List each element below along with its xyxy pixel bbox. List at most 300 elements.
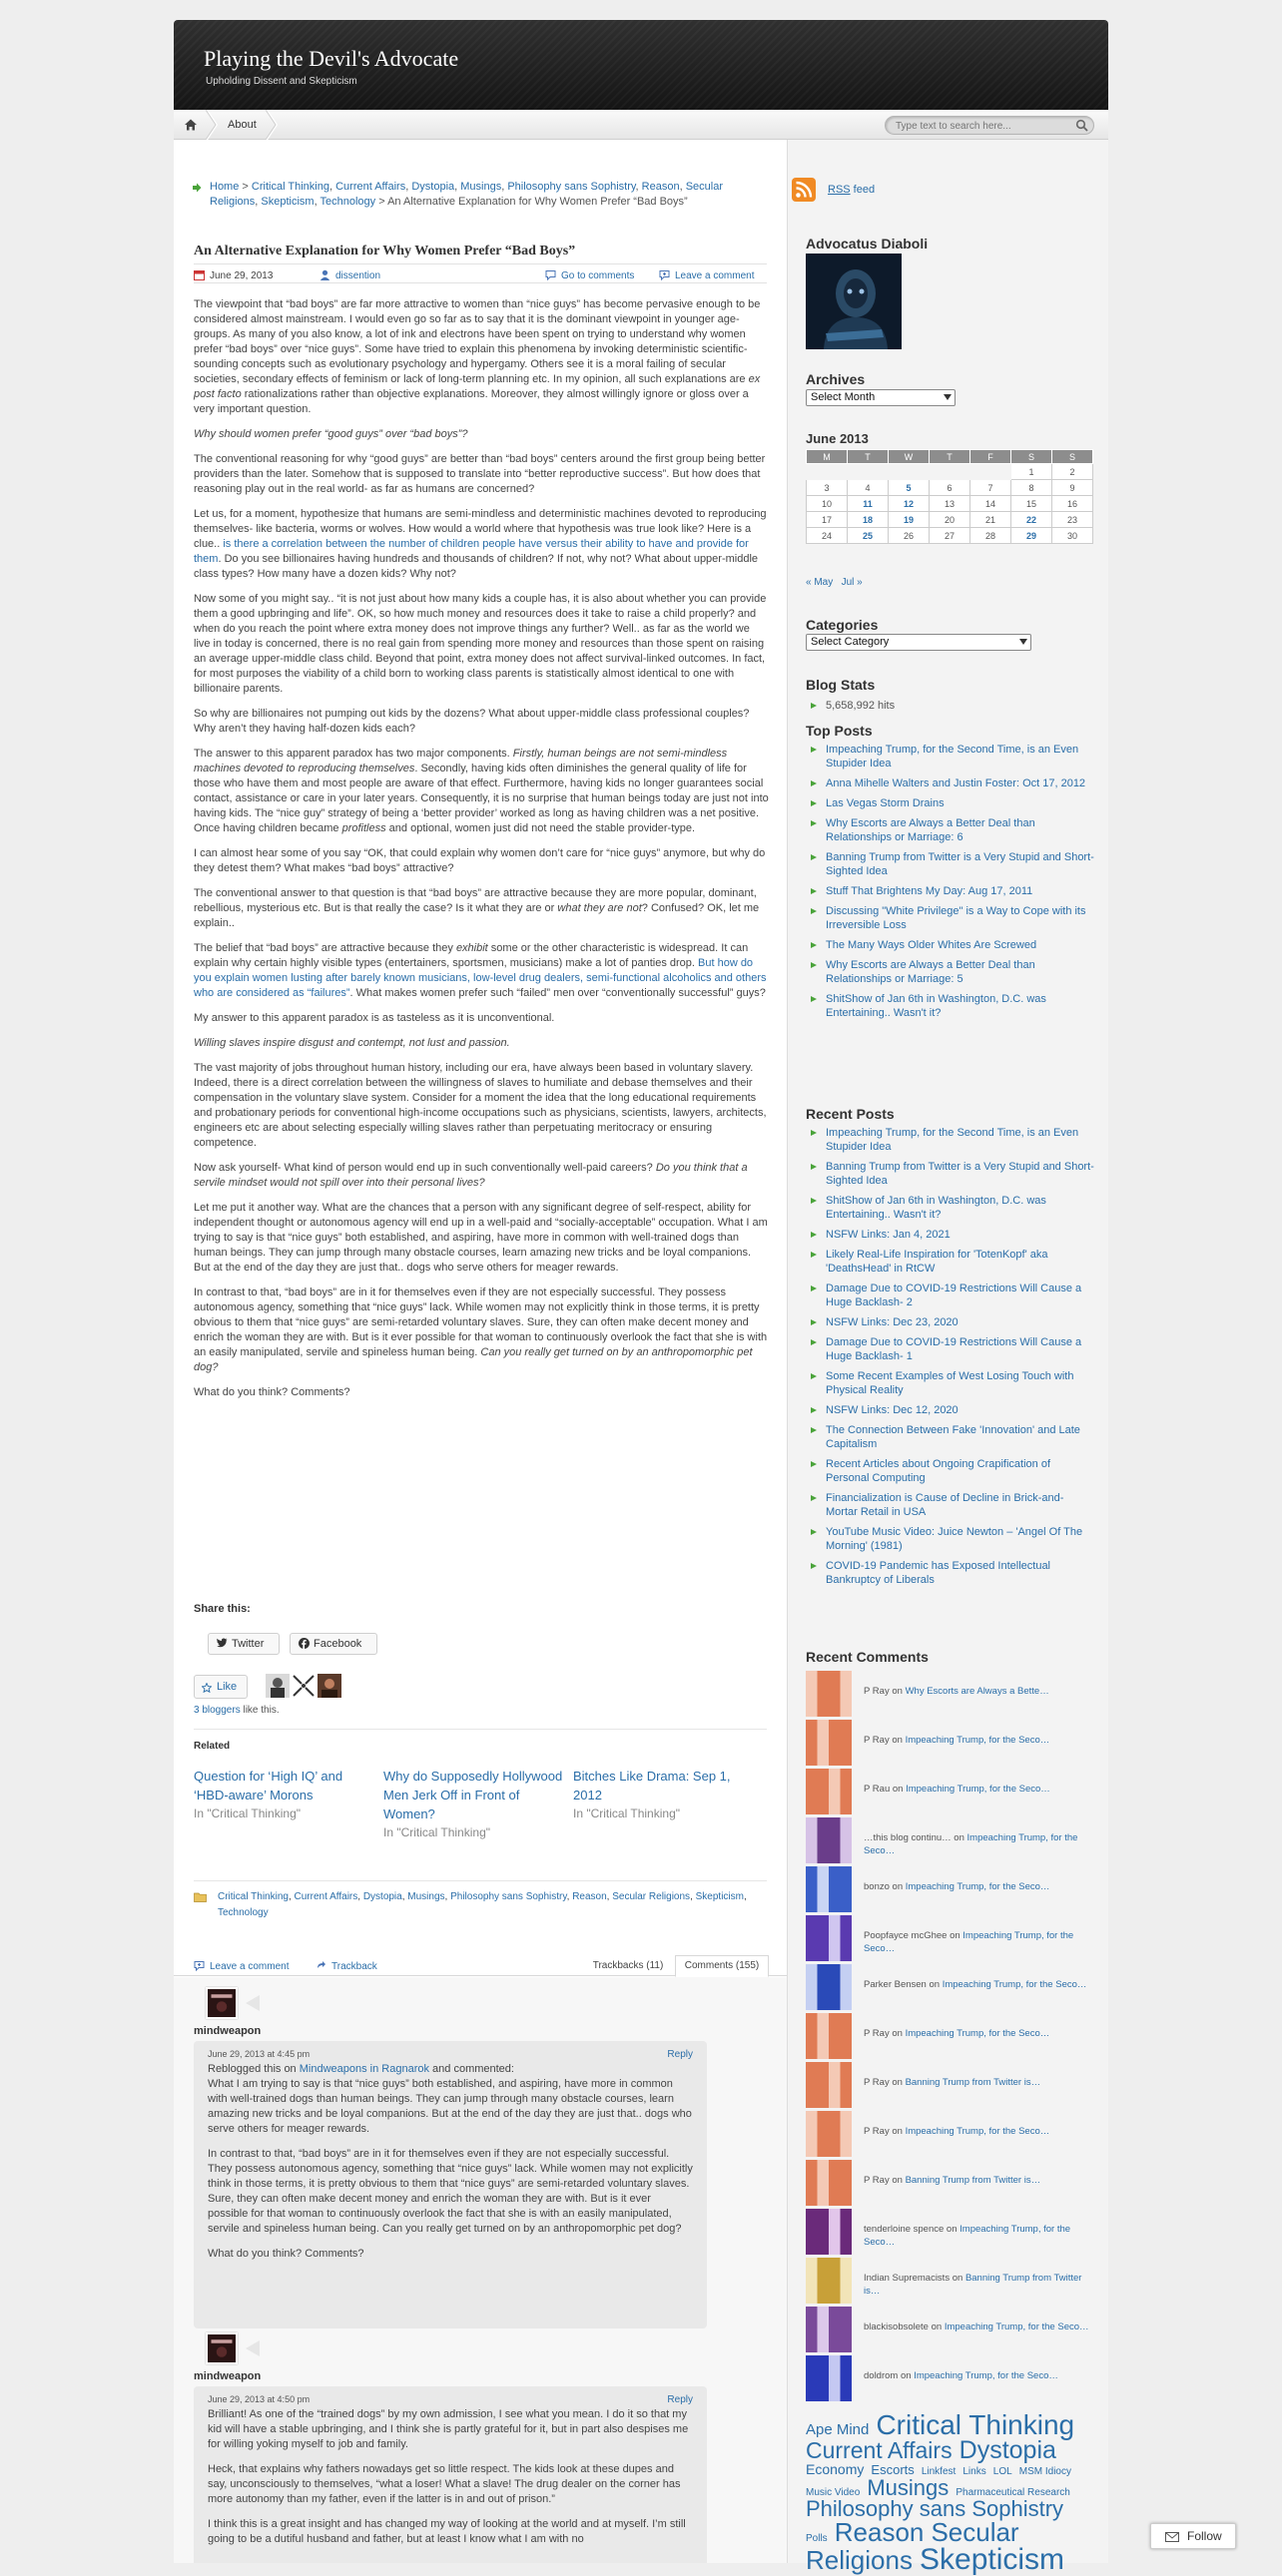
- goto-comments-link[interactable]: [545, 269, 634, 281]
- calendar-day[interactable]: 18: [848, 512, 889, 528]
- post-paragraph: Now ask yourself- What kind of person would end up in such conventionally well-paid careers? Do you think that a servile mindset would not spill over into their personal lives?: [194, 1162, 748, 1189]
- recent-comment-text: [864, 2320, 1095, 2333]
- calendar-day: 7: [970, 480, 1011, 496]
- liker-avatar[interactable]: [266, 1674, 290, 1698]
- recent-comment-author[interactable]: P Rau: [864, 1784, 891, 1795]
- post-meta: [194, 263, 767, 283]
- recent-comment-author[interactable]: blackisobsolete: [864, 2321, 929, 2332]
- post-paragraph: In contrast to that, “bad boys” are in it for themselves even if they are not especially successful. They possess autonomous agency, something that “nice guys” lack. While women may not explicitly think in those terms, it is pretty obvious to them that “nice guys” are semi-retarded voluntary slaves. Sure, they can often make decent money and enrich the woman they are with. But is it ever possible for that woman to continuously overlook the fact that she is with an easily manipulated, servile and spineless human being. Can you really get turned on by an anthropomorphic pet dog?: [194, 1287, 768, 1373]
- blog-stats-title: Blog Stats: [806, 677, 876, 693]
- calendar-day: 14: [970, 496, 1011, 512]
- avatar-widget-title: Advocatus Diaboli: [806, 236, 929, 252]
- goto-comments-text[interactable]: Go to comments: [561, 270, 635, 281]
- related-post-category: In "Critical Thinking": [573, 1806, 681, 1820]
- comment-avatar[interactable]: [206, 1987, 238, 2019]
- recent-comment-post-link[interactable]: Impeaching Trump, for the Seco…: [905, 1735, 1050, 1746]
- recent-comment-on: on: [889, 1735, 906, 1746]
- calendar-title: June 2013: [806, 431, 869, 446]
- tag-cloud-item[interactable]: Musings: [867, 2474, 950, 2500]
- post-tag[interactable]: Philosophy sans Sophistry: [450, 1891, 567, 1902]
- commenter-avatar[interactable]: [806, 2013, 852, 2059]
- recent-comment-author[interactable]: …this blog continu…: [864, 1832, 952, 1843]
- top-post-link[interactable]: Anna Mihelle Walters and Justin Foster: Oct 17, 2012: [806, 776, 1095, 790]
- tag-cloud-item[interactable]: Polls: [806, 2532, 828, 2544]
- trackback-button[interactable]: [316, 1960, 377, 1972]
- calendar-day[interactable]: 29: [1011, 528, 1052, 544]
- rss-icon[interactable]: [792, 178, 816, 202]
- breadcrumb-category[interactable]: Technology: [320, 196, 376, 208]
- tag-cloud-item[interactable]: Reason: [834, 2516, 925, 2547]
- post-author[interactable]: [320, 269, 380, 281]
- breadcrumb-separator: >: [378, 196, 385, 208]
- post-date-text: June 29, 2013: [210, 270, 274, 281]
- like-label[interactable]: Like: [217, 1681, 238, 1693]
- recent-comment-author[interactable]: P Ray: [864, 2028, 890, 2039]
- calendar-icon: [194, 269, 205, 280]
- calendar-empty-cell: [930, 464, 970, 480]
- facebook-share-label[interactable]: Facebook: [314, 1638, 362, 1650]
- recent-comment-post-link[interactable]: Why Escorts are Always a Bette…: [905, 1686, 1049, 1697]
- comment-add-icon: [659, 269, 670, 280]
- recent-comment-on: on: [951, 1832, 967, 1843]
- home-icon[interactable]: [184, 118, 198, 132]
- recent-comment-post-link[interactable]: Impeaching Trump, for the Seco…: [864, 1832, 1078, 1856]
- leave-comment-link[interactable]: [659, 269, 755, 281]
- breadcrumb-category[interactable]: Musings: [460, 181, 502, 193]
- recent-post-link[interactable]: Some Recent Examples of West Losing Touch with Physical Reality: [806, 1369, 1095, 1397]
- tag-cloud: [806, 2411, 1095, 2575]
- sidebar: [787, 140, 1108, 2576]
- tag-cloud-item[interactable]: Dystopia: [959, 2436, 1056, 2465]
- liker-avatar[interactable]: [318, 1674, 341, 1698]
- tag-cloud-item[interactable]: Linkfest: [921, 2465, 957, 2477]
- recent-post-link[interactable]: Damage Due to COVID-19 Restrictions Will Cause a Huge Backlash- 1: [806, 1335, 1095, 1363]
- recent-comment-post-link[interactable]: Impeaching Trump, for the Seco…: [905, 1881, 1050, 1892]
- calendar-empty-cell: [889, 464, 930, 480]
- post-paragraph: Willing slaves inspire disgust and contempt, not lust and passion.: [194, 1037, 510, 1049]
- recent-post-link[interactable]: Damage Due to COVID-19 Restrictions Will Cause a Huge Backlash- 2: [806, 1282, 1095, 1309]
- recent-comment: [806, 2062, 1095, 2108]
- calendar-day: 20: [930, 512, 970, 528]
- calendar-day: 1: [1011, 464, 1052, 480]
- commenter-avatar[interactable]: [806, 1915, 852, 1961]
- calendar-day[interactable]: 22: [1011, 512, 1052, 528]
- recent-post-link[interactable]: Banning Trump from Twitter is a Very Stupid and Short-Sighted Idea: [806, 1160, 1095, 1188]
- archives-dropdown-value: Select Month: [811, 391, 876, 403]
- share-title: Share this:: [194, 1603, 251, 1615]
- recent-comment: [806, 1671, 1095, 1717]
- calendar-empty-cell: [848, 464, 889, 480]
- follow-icon: [1165, 2532, 1179, 2542]
- post-tag[interactable]: Skepticism: [695, 1891, 744, 1902]
- trackback-icon: [316, 1960, 326, 1971]
- breadcrumb-current: An Alternative Explanation for Why Women Prefer “Bad Boys”: [387, 196, 688, 208]
- recent-comment-post-link[interactable]: Impeaching Trump, for the Seco…: [944, 2321, 1089, 2332]
- related-divider: [194, 1729, 767, 1730]
- recent-comment-text: [864, 1978, 1095, 1991]
- arrow-right-icon: [192, 183, 202, 193]
- recent-comment: [806, 1866, 1095, 1912]
- categories-title: Categories: [806, 617, 879, 633]
- twitter-icon: [217, 1638, 228, 1648]
- rss-feed-link[interactable]: [792, 178, 1091, 198]
- recent-comment-author[interactable]: P Ray: [864, 2077, 890, 2088]
- blog-stats-list: [806, 699, 1095, 719]
- recent-post-link[interactable]: NSFW Links: Dec 12, 2020: [806, 1403, 1095, 1417]
- twitter-share-button[interactable]: [208, 1633, 280, 1655]
- recent-comment-text: [864, 1685, 1095, 1698]
- post-paragraph: So why are billionaires not pumping out kids by the dozens? What about upper-middle class professional couples? Why aren’t they having half-dozen kids each?: [194, 708, 750, 735]
- rss-label[interactable]: RSS: [828, 184, 851, 196]
- recent-comment-post-link[interactable]: Impeaching Trump, for the Seco…: [864, 1930, 1074, 1954]
- recent-post-link[interactable]: Likely Real-Life Inspiration for 'TotenKopf' aka 'DeathsHead' in RtCW: [806, 1248, 1095, 1276]
- leave-comment-button[interactable]: [194, 1960, 290, 1972]
- related-title: Related: [194, 1741, 231, 1752]
- post-body: [194, 297, 769, 1410]
- tag-cloud-item[interactable]: MSM Idiocy: [1018, 2465, 1071, 2477]
- recent-comment-on: on: [889, 2077, 906, 2088]
- nav-bar: [174, 110, 1108, 140]
- twitter-share-label[interactable]: Twitter: [232, 1638, 265, 1650]
- archives-dropdown[interactable]: [806, 389, 956, 406]
- recent-comment-post-link[interactable]: Impeaching Trump, for the Seco…: [905, 2126, 1050, 2137]
- search-box: [885, 116, 1094, 135]
- related-post[interactable]: [383, 1767, 563, 1842]
- post-tag[interactable]: Current Affairs: [294, 1891, 358, 1902]
- recent-comment: [806, 1964, 1095, 2010]
- recent-comment-text: [864, 2125, 1095, 2138]
- commenter-avatar[interactable]: [806, 1866, 852, 1912]
- recent-comment-post-link[interactable]: Impeaching Trump, for the Seco…: [864, 2224, 1071, 2248]
- post-tag[interactable]: Reason: [572, 1891, 607, 1902]
- calendar-day-header: S: [1011, 450, 1052, 464]
- top-post-link[interactable]: Stuff That Brightens My Day: Aug 17, 2011: [806, 884, 1095, 898]
- comment-add-icon: [194, 1960, 205, 1971]
- breadcrumb-category[interactable]: Reason: [641, 181, 680, 193]
- commenter-avatar[interactable]: [806, 2209, 852, 2255]
- recent-comment-author[interactable]: bonzo: [864, 1881, 890, 1892]
- tab-comments[interactable]: Comments (155): [675, 1955, 769, 1977]
- recent-comment-on: on: [889, 2028, 906, 2039]
- comment-paragraph: I think this is a great insight and has changed my way of looking at the world and at myself. I’m still going to be a dutiful husband and father, but at least I know what I am with no: [208, 2518, 686, 2545]
- comment-toolbar: [174, 1956, 787, 1976]
- facebook-share-button[interactable]: [290, 1633, 377, 1655]
- trackback-label[interactable]: Trackback: [331, 1961, 377, 1972]
- recent-comment: [806, 2111, 1095, 2157]
- recent-comment: [806, 2209, 1095, 2255]
- tag-cloud-item[interactable]: Music Video: [806, 2486, 861, 2498]
- recent-comment-on: on: [898, 2370, 915, 2381]
- comment-date[interactable]: June 29, 2013 at 4:50 pm: [208, 2394, 311, 2404]
- recent-comment-author[interactable]: tenderloine spence: [864, 2224, 945, 2235]
- calendar-day: 28: [970, 528, 1011, 544]
- rss-suffix[interactable]: feed: [850, 184, 876, 196]
- tag-cloud-item[interactable]: Links: [962, 2465, 986, 2477]
- inline-link[interactable]: But how do you explain women lusting after barely known musicians, low-level drug dealers, semi-functional alcoholics and others who are considered as “failures”: [194, 957, 767, 999]
- commenter-avatar[interactable]: [806, 2258, 852, 2304]
- recent-comment-post-link[interactable]: Banning Trump from Twitter is…: [864, 2273, 1082, 2297]
- recent-comment-post-link[interactable]: Banning Trump from Twitter is…: [905, 2175, 1041, 2186]
- search-input[interactable]: [894, 119, 1063, 133]
- post-tag[interactable]: Dystopia: [362, 1891, 402, 1902]
- tag-cloud-item[interactable]: Philosophy sans Sophistry: [806, 2496, 1064, 2522]
- recent-comment-author[interactable]: P Ray: [864, 2126, 890, 2137]
- calendar-prev-link[interactable]: « May: [806, 577, 834, 588]
- recent-post-link[interactable]: NSFW Links: Dec 23, 2020: [806, 1315, 1095, 1329]
- commenter-avatar[interactable]: [806, 1720, 852, 1766]
- top-post-link[interactable]: The Many Ways Older Whites Are Screwed: [806, 938, 1095, 952]
- recent-post-link[interactable]: COVID-19 Pandemic has Exposed Intellectual Bankruptcy of Liberals: [806, 1559, 1095, 1587]
- recent-comment-author[interactable]: Parker Bensen: [864, 1979, 927, 1990]
- recent-comment-on: on: [889, 2175, 906, 2186]
- post-paragraph: What do you think? Comments?: [194, 1386, 350, 1398]
- post-paragraph: Now some of you might say.. “it is not just about how many kids a couple has, it is also about whether you can provide them a good upbringing and life”. OK, so how much money and resources does it take to raise a child properly? and when do you reach the point where extra money does not improve things any further? Well.. as far as the world we live in today is concerned, there is no real gain from spending more money and resources than those spent on raising an average upper-middle class child. Beyond that point, extra money does not affect survival-linked outcomes. In fact, for most purposes the viability of a child born to working class parents is statistically almost identical to one with billionaire parents.: [194, 593, 767, 695]
- recent-comment-author[interactable]: P Ray: [864, 1686, 890, 1697]
- calendar-nav: [806, 577, 863, 588]
- post-tags: Critical Thinking, Current Affairs, Dystopia, Musings, Philosophy sans Sophistry, Reason, Secular Religions, Skepticism, Technology: [194, 1880, 767, 1921]
- top-post-link[interactable]: Las Vegas Storm Drains: [806, 796, 1095, 810]
- recent-comment: [806, 1915, 1095, 1961]
- recent-post-link[interactable]: The Connection Between Fake 'Innovation' and Late Capitalism: [806, 1423, 1095, 1451]
- top-post-link[interactable]: Banning Trump from Twitter is a Very Stupid and Short-Sighted Idea: [806, 850, 1095, 878]
- post-paragraph: The vast majority of jobs throughout human history, including our era, have always been based in voluntary slavery. Indeed, there is a direct correlation between the willingness of slaves to humiliate and debase themselves and their compensation in the voluntary slave system. Consider for a moment the idea that the long educational requirements and probationary periods for conventional high-income occupations such as physicians, scientists, lawyers, architects, engineers etc are about selecting especially willing slaves rather than perpetuating meritocracy or ensuring competence.: [194, 1062, 767, 1149]
- search-icon[interactable]: [1075, 119, 1088, 132]
- commenter-avatar[interactable]: [806, 1671, 852, 1717]
- follow-button[interactable]: [1150, 2523, 1236, 2549]
- recent-comment-on: on: [889, 1881, 906, 1892]
- recent-comment-on: on: [889, 1686, 906, 1697]
- tag-cloud-item[interactable]: Current Affairs: [806, 2437, 953, 2464]
- liker-avatar[interactable]: [292, 1674, 316, 1698]
- post-paragraph: The conventional reasoning for why “good guys” are better than “bad boys” centers around the first group being better providers than the later. Somehow that is supposed to translate into “better reproductive success”. But how does that reasoning play out in the real world- as far as humans are concerned?: [194, 453, 766, 495]
- post-tag[interactable]: Technology: [218, 1907, 269, 1918]
- commenter-avatar[interactable]: [806, 1964, 852, 2010]
- post-author-text[interactable]: dissention: [335, 270, 381, 281]
- calendar-day: 17: [807, 512, 848, 528]
- top-post-link[interactable]: Why Escorts are Always a Better Deal than Relationships or Marriage: 6: [806, 816, 1095, 844]
- top-post-link[interactable]: Discussing "White Privilege" is a Way to Cope with its Irreversible Loss: [806, 904, 1095, 932]
- comment-date[interactable]: June 29, 2013 at 4:45 pm: [208, 2049, 311, 2059]
- recent-comment-text: [864, 2223, 1095, 2249]
- tag-cloud-item[interactable]: Escorts: [871, 2461, 915, 2477]
- nav-separator: [206, 110, 218, 140]
- facebook-icon: [299, 1638, 310, 1649]
- breadcrumb-category[interactable]: Current Affairs: [335, 181, 406, 193]
- comment-body: [194, 2041, 707, 2328]
- comment-avatar[interactable]: [206, 2332, 238, 2364]
- recent-comment-text: [864, 1929, 1095, 1955]
- calendar-day-header: M: [807, 450, 848, 464]
- commenter-avatar[interactable]: [806, 2160, 852, 2206]
- profile-avatar[interactable]: [806, 254, 902, 349]
- user-icon: [320, 269, 330, 280]
- post-tag[interactable]: Critical Thinking: [218, 1891, 289, 1902]
- recent-post-link[interactable]: Financialization is Cause of Decline in Brick-and-Mortar Retail in USA: [806, 1491, 1095, 1519]
- recent-post-link[interactable]: Recent Articles about Ongoing Crapification of Personal Computing: [806, 1457, 1095, 1485]
- post-paragraph: Let us, for a moment, hypothesize that humans are semi-mindless and deterministic machines devoted to reproducing themselves- like bacteria, worms or wolves. How would a world where that hypothesis was true look like? Here is a clue.. is there a correlation between the number of children people have versus their ability to have and provide for them. Do you see billionaires having hundreds and thousands of children? If not, why not? What about upper-middle class types? How many have a dozen kids? Why not?: [194, 508, 767, 580]
- calendar-day-header: T: [930, 450, 970, 464]
- commenter-avatar[interactable]: [806, 2111, 852, 2157]
- commenter-avatar[interactable]: [806, 1817, 852, 1863]
- commenter-avatar[interactable]: [806, 2307, 852, 2352]
- blog-title[interactable]: Playing the Devil's Advocate: [204, 46, 459, 71]
- top-post-link[interactable]: Impeaching Trump, for the Second Time, is an Even Stupider Idea: [806, 743, 1095, 771]
- likes-count: [194, 1705, 280, 1716]
- like-button[interactable]: [194, 1675, 248, 1699]
- recent-comment-post-link[interactable]: Banning Trump from Twitter is…: [905, 2077, 1041, 2088]
- recent-post-link[interactable]: NSFW Links: Jan 4, 2021: [806, 1228, 1095, 1242]
- calendar-next-link[interactable]: Jul »: [841, 577, 863, 588]
- calendar: [806, 449, 1093, 544]
- recent-post-link[interactable]: Impeaching Trump, for the Second Time, is an Even Stupider Idea: [806, 1126, 1095, 1154]
- recent-comments-title: Recent Comments: [806, 1649, 929, 1665]
- related-post-title[interactable]: Question for ‘High IQ’ and ‘HBD-aware’ Morons: [194, 1769, 343, 1803]
- inline-link[interactable]: is there a correlation between the number of children people have versus their ability to have and provide for them: [194, 538, 749, 565]
- reblog-link[interactable]: Mindweapons in Ragnarok: [299, 2063, 429, 2075]
- recent-comment-author[interactable]: Poopfayce mcGhee: [864, 1930, 948, 1941]
- commenter-avatar[interactable]: [806, 1769, 852, 1814]
- recent-comment: [806, 1817, 1095, 1863]
- calendar-day: 8: [1011, 480, 1052, 496]
- leave-comment-label[interactable]: Leave a comment: [210, 1961, 290, 1972]
- recent-comment-text: [864, 2272, 1095, 2298]
- recent-comment-on: on: [926, 1979, 943, 1990]
- commenter-avatar[interactable]: [806, 2062, 852, 2108]
- reblog-line: Reblogged this on Mindweapons in Ragnarok and commented:: [208, 2063, 514, 2075]
- calendar-day: 16: [1052, 496, 1093, 512]
- post-paragraph: Why should women prefer “good guys” over “bad boys”?: [194, 428, 468, 440]
- comment-pointer: [246, 2340, 260, 2356]
- post-paragraph: I can almost hear some of you say “OK, that could explain why women don’t care for “nice guys” anymore, but why do they detest them? What makes “bad boys” attractive?: [194, 847, 766, 874]
- recent-comment-post-link[interactable]: Impeaching Trump, for the Seco…: [906, 1784, 1050, 1795]
- breadcrumb-category[interactable]: Critical Thinking: [251, 181, 329, 193]
- breadcrumb: Home > Critical Thinking, Current Affairs, Dystopia, Musings, Philosophy sans Sophistry, Reason, Secular Religions, Skepticism, Technology > An Alternative Explanation for Why Women Prefer “Bad Boys”: [192, 180, 751, 210]
- chevron-down-icon: [944, 394, 952, 400]
- related-post-title[interactable]: Why do Supposedly Hollywood Men Jerk Off in Front of Women?: [383, 1769, 563, 1821]
- recent-comment-text: [864, 2076, 1095, 2089]
- calendar-day: 3: [807, 480, 848, 496]
- recent-comment-text: [864, 1734, 1095, 1747]
- related-post-title[interactable]: Bitches Like Drama: Sep 1, 2012: [573, 1769, 731, 1803]
- calendar-empty-cell: [970, 464, 1011, 480]
- folder-icon: [194, 1892, 207, 1902]
- recent-comment-post-link[interactable]: Impeaching Trump, for the Seco…: [942, 1979, 1087, 1990]
- calendar-day: 15: [1011, 496, 1052, 512]
- post-title[interactable]: An Alternative Explanation for Why Women Prefer “Bad Boys”: [194, 244, 576, 258]
- tag-cloud-item[interactable]: LOL: [992, 2465, 1012, 2477]
- recent-comment-author[interactable]: P Ray: [864, 2175, 890, 2186]
- comment-paragraph: What I am trying to say is that “nice guys” both established, and aspiring, have more in common with well-trained dogs than human beings. They can jump through many obstacle courses, learn amazing new tricks and be loyal companions. But at the end of the day they are just that.. dogs who serve others for meager rewards.: [208, 2078, 692, 2135]
- recent-comment-on: on: [928, 2321, 945, 2332]
- breadcrumb-category[interactable]: Dystopia: [411, 181, 455, 193]
- breadcrumb-home[interactable]: Home: [210, 181, 240, 193]
- recent-comment-post-link[interactable]: Impeaching Trump, for the Seco…: [914, 2370, 1058, 2381]
- post-paragraph: The conventional answer to that question is that “bad boys” are attractive because they are more popular, dominant, rebellious, mysterious etc. But is that really the case? Is it what they are or what they are not? Confused? OK, let me explain..: [194, 887, 760, 929]
- post-paragraph: The viewpoint that “bad boys” are far more attractive to women than “nice guys” has become pervasive enough to be considered almost mainstream. I would even go so far as to say that it is the dominant viewpoint in younger age-groups. As many of you also know, a lot of ink and electrons have been spent on trying to understand why women prefer “bad boys” over “nice guys”. Some have tried to explain this phenomena by invoking deterministic scientific-sounding concepts such as evolutionary psychology and hypergamy. Others see it is a moral failing of secular societies, secondary effects of feminism or lack of long-term planning etc. In my opinion, all such explanations are ex post facto rationalizations rather than objective explanations. Moreover, they almost willingly ignore or gloss over a very important question.: [194, 298, 761, 415]
- calendar-day: 27: [930, 528, 970, 544]
- recent-comment-author[interactable]: P Ray: [864, 1735, 890, 1746]
- likes-count-suffix: like this.: [240, 1705, 280, 1716]
- recent-comment-author[interactable]: doldrom: [864, 2370, 899, 2381]
- post-date: [194, 269, 273, 281]
- likes-count-link[interactable]: 3 bloggers: [194, 1705, 241, 1716]
- calendar-day[interactable]: 25: [848, 528, 889, 544]
- calendar-day[interactable]: 5: [889, 480, 930, 496]
- calendar-day: 13: [930, 496, 970, 512]
- related-post-category: In "Critical Thinking": [383, 1825, 491, 1839]
- post-tag[interactable]: Musings: [407, 1891, 445, 1902]
- calendar-day-header: T: [848, 450, 889, 464]
- comment-author[interactable]: mindweapon: [194, 2370, 262, 2382]
- post-tag[interactable]: Secular Religions: [612, 1891, 691, 1902]
- categories-dropdown-value: Select Category: [811, 636, 890, 648]
- reply-button[interactable]: Reply: [667, 2049, 693, 2060]
- blog-tagline: Upholding Dissent and Skepticism: [206, 76, 357, 87]
- related-post[interactable]: [573, 1767, 753, 1823]
- tag-cloud-item[interactable]: Pharmaceutical Research: [956, 2486, 1070, 2498]
- tag-cloud-item[interactable]: Ape Mind: [806, 2421, 870, 2438]
- comment-author[interactable]: mindweapon: [194, 2025, 262, 2037]
- categories-dropdown[interactable]: [806, 634, 1031, 651]
- calendar-day[interactable]: 11: [848, 496, 889, 512]
- post-paragraph: Let me put it another way. What are the chances that a person with any significant degree of self-respect, ability for independent thought or autonomous agency will end up in a well-paid and “socially-acceptable” occupation. What I am trying to say is that “nice guys” both established, and aspiring, have more in common with well-trained dogs than human beings. They can jump through many obstacle courses, learn amazing new tricks and be loyal companions. But at the end of the day they are just that.. dogs who serve others for meager rewards.: [194, 1202, 768, 1274]
- post-paragraph: My answer to this apparent paradox is as tasteless as it is unconventional.: [194, 1012, 555, 1024]
- recent-comment-text: [864, 1831, 1095, 1857]
- recent-comment-on: on: [944, 2224, 961, 2235]
- tag-cloud-item[interactable]: Secular Religions: [806, 2516, 1019, 2576]
- recent-comment-text: [864, 1880, 1095, 1893]
- calendar-day: 10: [807, 496, 848, 512]
- breadcrumb-category[interactable]: Skepticism: [261, 196, 315, 208]
- tag-cloud-item[interactable]: Economy: [806, 2460, 865, 2477]
- tab-trackbacks[interactable]: Trackbacks (11): [592, 1960, 664, 1971]
- recent-comment-post-link[interactable]: Impeaching Trump, for the Seco…: [905, 2028, 1050, 2039]
- tag-cloud-item[interactable]: Critical Thinking: [876, 2409, 1075, 2440]
- tag-cloud-item[interactable]: Skepticism: [920, 2543, 1065, 2576]
- top-post-link[interactable]: ShitShow of Jan 6th in Washington, D.C. was Entertaining.. Wasn't it?: [806, 992, 1095, 1020]
- comment-body: [194, 2386, 707, 2563]
- leave-comment-text[interactable]: Leave a comment: [675, 270, 755, 281]
- nav-about-link[interactable]: About: [228, 119, 257, 131]
- post-paragraph: The answer to this apparent paradox has two major components. Firstly, human beings are not semi-mindless machines devoted to reproducing themselves. Secondly, having kids often diminishes the general quality of life for those who have them and most people are aware of that effect. Furthermore, having kids no longer guarantees social contact, assistance or care in your later years. Consequently, it is no surprise that human beings today are just not into having kids. The “nice guy” strategy of being a ‘better provider’ worked as long as having children was a net positive. Once having children became profitless and optional, women just did not need the stable provider-type.: [194, 748, 769, 834]
- calendar-day[interactable]: 19: [889, 512, 930, 528]
- recent-comment-author[interactable]: Indian Supremacists: [864, 2273, 951, 2284]
- recent-comment: [806, 2258, 1095, 2304]
- recent-comment: [806, 1720, 1095, 1766]
- recent-comment-text: [864, 1783, 1095, 1796]
- comment-pointer: [246, 1995, 260, 2011]
- recent-comment-on: on: [889, 2126, 906, 2137]
- follow-label[interactable]: Follow: [1187, 2529, 1222, 2543]
- top-post-link[interactable]: Why Escorts are Always a Better Deal than Relationships or Marriage: 5: [806, 958, 1095, 986]
- comments-list: [174, 1977, 787, 2563]
- calendar-day: 23: [1052, 512, 1093, 528]
- comment-paragraph: Brilliant! As one of the “trained dogs” by my own admission, I see what you mean. I do it so that my kid will have a stable upbringing, and I think she is partly grateful for it, but in part also despises me for willing yoking myself to job and family.: [208, 2408, 689, 2450]
- calendar-day: 26: [889, 528, 930, 544]
- recent-comment-text: [864, 2174, 1095, 2187]
- breadcrumb-category[interactable]: Secular Religions: [210, 181, 724, 208]
- breadcrumb-category[interactable]: Philosophy sans Sophistry: [507, 181, 636, 193]
- reply-button[interactable]: Reply: [667, 2394, 693, 2405]
- recent-post-link[interactable]: ShitShow of Jan 6th in Washington, D.C. was Entertaining.. Wasn't it?: [806, 1194, 1095, 1222]
- calendar-day[interactable]: 12: [889, 496, 930, 512]
- recent-post-link[interactable]: YouTube Music Video: Juice Newton – 'Angel Of The Morning' (1981): [806, 1525, 1095, 1553]
- commenter-avatar[interactable]: [806, 2355, 852, 2401]
- recent-comment-on: on: [947, 1930, 963, 1941]
- calendar-day-header: S: [1052, 450, 1093, 464]
- comments-icon: [545, 269, 556, 280]
- related-post[interactable]: [194, 1767, 373, 1823]
